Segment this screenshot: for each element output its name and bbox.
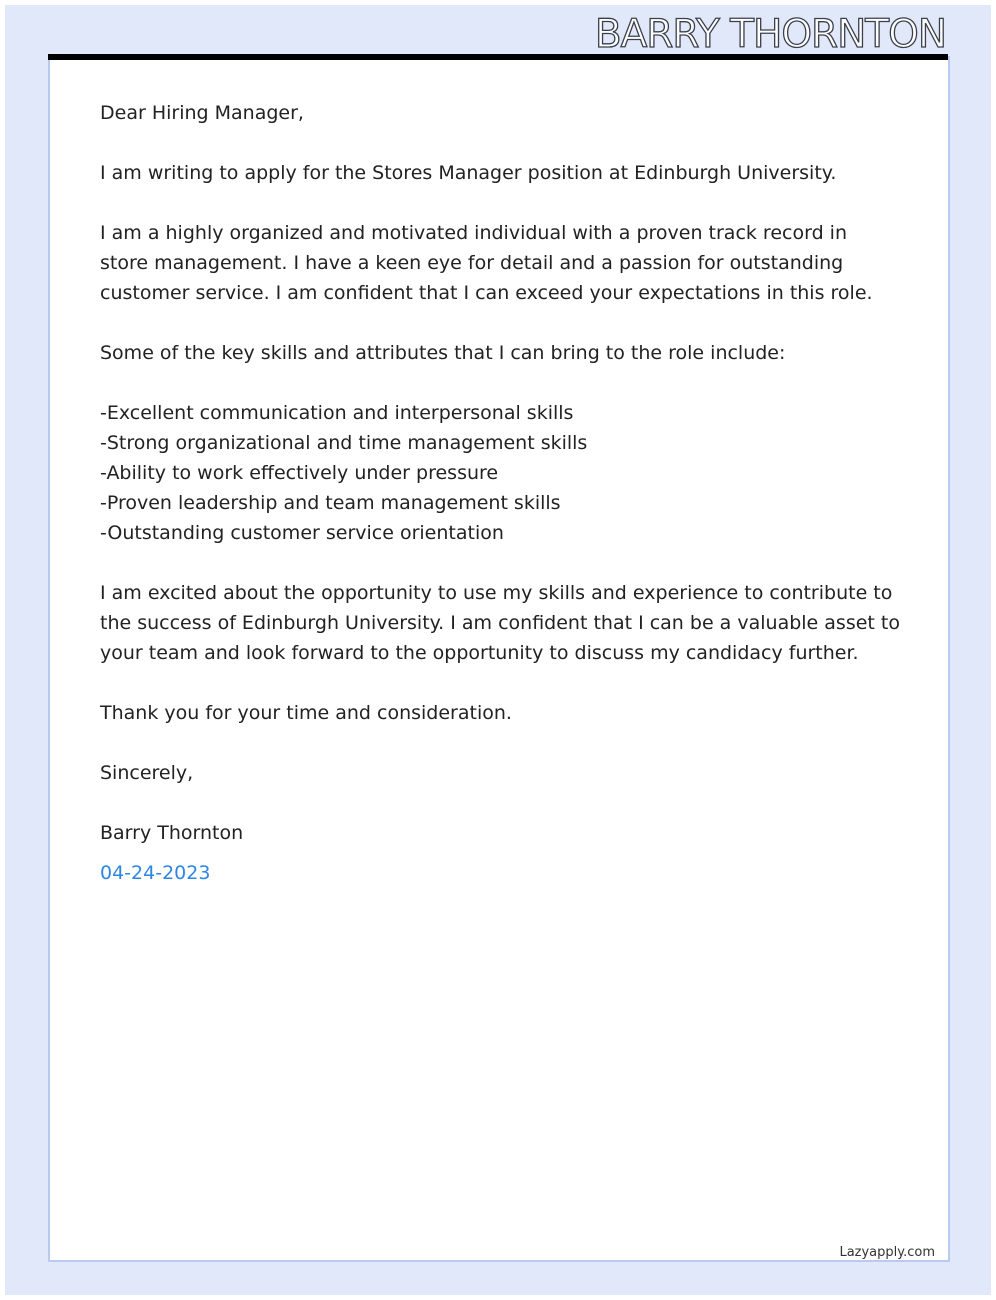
skill-item: -Strong organizational and time management skills bbox=[100, 432, 588, 454]
experience-paragraph: I am a highly organized and motivated individual with a proven track record in store management. I have a keen eye for detail and a passion for outstanding customer service. I am confident that I can exceed your expectations in this role. bbox=[100, 222, 873, 304]
skill-item: -Outstanding customer service orientation bbox=[100, 522, 504, 544]
letter-body bbox=[100, 98, 900, 888]
skill-item: -Proven leadership and team management skills bbox=[100, 492, 561, 514]
thanks-line: Thank you for your time and consideration. bbox=[100, 702, 512, 724]
skills-intro: Some of the key skills and attributes that I can bring to the role include: bbox=[100, 342, 786, 364]
watermark: Lazyapply.com bbox=[839, 1245, 935, 1260]
salutation: Dear Hiring Manager, bbox=[100, 102, 304, 124]
skill-item: -Excellent communication and interpersonal skills bbox=[100, 402, 574, 424]
skill-item: -Ability to work effectively under pressure bbox=[100, 462, 499, 484]
closing: Sincerely, bbox=[100, 762, 194, 784]
contribution-paragraph: I am excited about the opportunity to use my skills and experience to contribute to the success of Edinburgh University. I am confident that I can be a valuable asset to your team and look forward to the opportunity to discuss my candidacy further. bbox=[100, 582, 900, 664]
intro-paragraph: I am writing to apply for the Stores Manager position at Edinburgh University. bbox=[100, 162, 837, 184]
skills-list bbox=[100, 398, 900, 548]
letter-date: 04-24-2023 bbox=[100, 862, 211, 884]
signature-name: Barry Thornton bbox=[100, 822, 244, 844]
applicant-name-heading: BARRY THORNTON bbox=[594, 12, 946, 57]
